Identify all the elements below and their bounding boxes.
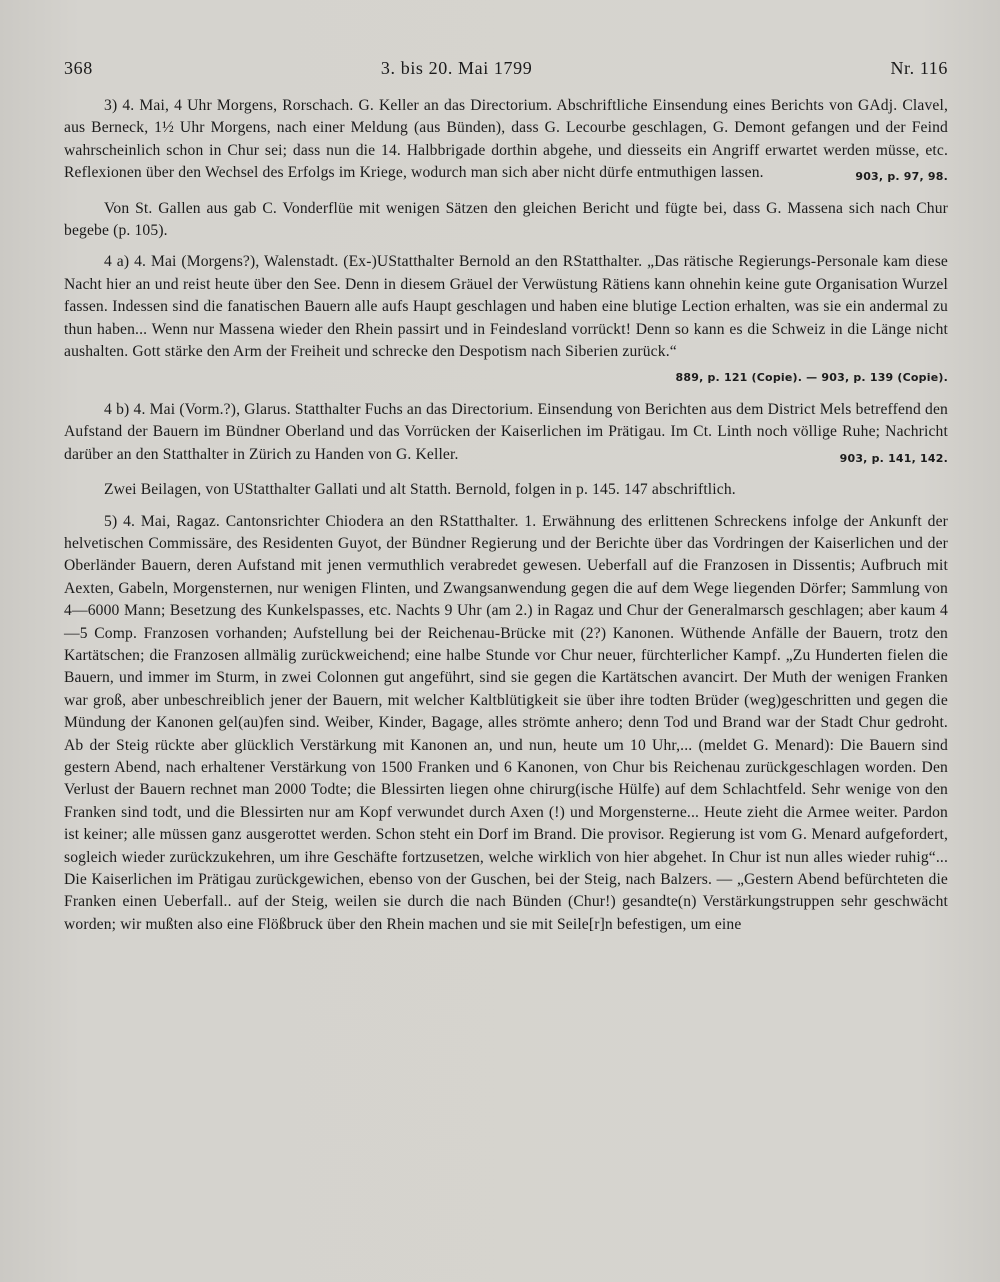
item-number: Nr. 116 <box>890 58 948 78</box>
archive-reference: 903, p. 97, 98. <box>855 170 948 184</box>
note-st-gallen <box>64 198 948 243</box>
archive-reference: 903, p. 141, 142. <box>839 451 948 465</box>
page-number: 368 <box>64 58 93 78</box>
entry-text: 4 a) 4. Mai (Morgens?), Walenstadt. (Ex-)UStatthalter Bernold an den RStatthalter. „Das rätische Regierungs-Personale kam diese Nacht hier an und reist heute über den See. Denn in diesem Gräuel der Verwüstung Rätiens kann ohnehin keine gute Organisation Wurzel fassen. Indessen sind die fanatischen Bauern alle aufs Haupt geschlagen und haben eine blutige Lection erhalten, was sie ein andermal zu thun haben... Wenn nur Massena wieder den Rhein passirt und in Feindesland vorrückt! Denn so kann es die Schweiz in die Länge nicht aushalten. Gott stärke den Arm der Freiheit und schrecke den Despotism nach Siberien zurück.“ <box>64 253 948 361</box>
entry-text: 3) 4. Mai, 4 Uhr Morgens, Rorschach. G. Keller an das Directorium. Abschriftliche Einsendung eines Berichts von GAdj. Clavel, aus Berneck, 1½ Uhr Morgens, nach einer Meldung (aus Bünden), dass G. Lecourbe geschlagen, G. Demont gefangen und der Feind wahrscheinlich schon in Chur sei; dass nun die 14. Halbbrigade dorthin abgehe, und diesseits ein Angriff erwartet werden müsse, etc. Reflexionen über den Wechsel des Erfolgs im Kriege, wodurch man sich aber nicht dürfe entmuthigen lassen. <box>64 97 948 182</box>
entry-text: Von St. Gallen aus gab C. Vonderflüe mit wenigen Sätzen den gleichen Bericht und fügte bei, dass G. Massena sich nach Chur begebe (p. 105). <box>64 199 948 240</box>
entry-text: 5) 4. Mai, Ragaz. Cantonsrichter Chiodera an den RStatthalter. 1. Erwähnung des erlittenen Schreckens infolge der Ankunft der helvetischen Commissäre, des Residenten Guyot, der Bündner Regierung und der Berichte über das Vordringen der Kaiserlichen und der Oberländer Bauern, deren Aufstand mit jenen vermuthlich verabredet gewesen. Ueberfall auf die Franzosen in Dissentis; Aufbruch mit Aexten, Gabeln, Morgensternen, nur wenigen Flinten, und Zwangsanwendung gegen die auf dem Wege liegenden Dörfer; Sammlung von 4—6000 Mann; Besetzung des Kunkelspasses, etc. Nachts 9 Uhr (am 2.) in Ragaz und Chur der Generalmarsch geschlagen; aber kaum 4—5 Comp. Franzosen vorhanden; Aufstellung bei der Reichenau-Brücke mit (2?) Kanonen. Wüthende Anfälle der Bauern, trotz den Kartätschen; die Franzosen allmälig zurückweichend; eine halbe Stunde vor Chur neuer, fürchterlicher Kampf. „Zu Hunderten fielen die Bauern, und immer im Sturm, in zwei Colonnen gut angeführt, sind sie gegen die Kartätschen avancirt. Der Muth der wenigen Franken war groß, aber unbeschreiblich jener der Bauern, mit welcher Kaltblütigkeit sie über ihre todten Brüder (weg)geschritten und gegen die Mündung der Kanonen gel(au)fen sind. Weiber, Kinder, Bagage, alles strömte anhero; denn Tod und Brand war der Stadt Chur gedroht. Ab der Steig rückte aber glücklich Verstärkung mit Kanonen an, und nun, heute um 10 Uhr,... (meldet G. Menard): Die Bauern sind gestern Abend, nach erhaltener Verstärkung von 1500 Franken und 6 Kanonen, von Chur bis Reichenau zurückgeschlagen worden. Den Verlust der Bauern rechnet man 2000 Todte; die Blessirten liegen ohne chirurg(ische Hülfe) auf dem Schlachtfeld. Sehr wenige von den Franken sind todt, und die Blessirten nur am Kopf verwundet durch Axen (!) und Morgensterne... Heute zieht die Armee weiter. Pardon ist keiner; alle müssen ganz ausgerottet werden. Schon steht ein Dorf im Brand. Die provisor. Regierung ist vom G. Menard aufgefordert, sogleich wieder zurückzukehren, um ihre Geschäfte fortzusetzen, welche wirklich von hier abgehet. In Chur ist nun alles wieder ruhig“... Die Kaiserlichen im Prätigau zurückgewichen, ebenso von der Guschen, bei der Steig, nach Balzers. — „Gestern Abend befürchteten die Franken einen Ueberfall.. auf der Steig, weilen sie durch die nach Bünden (Chur!) gesandte(n) Verstärkungstruppen sehr geschwächt worden; wir mußten also eine Flößbruck über den Rhein machen und sie mit Seile[r]n befestigen, um eine <box>64 512 948 933</box>
entry-text: 4 b) 4. Mai (Vorm.?), Glarus. Statthalter Fuchs an das Directorium. Einsendung von Berichten aus dem District Mels betreffend den Aufstand der Bauern im Bündner Oberland und das Vorrücken der Kaiserlichen im Prätigau. Im Ct. Linth noch völlige Ruhe; Nachricht darüber an den Statthalter in Zürich zu Handen von G. Keller. <box>64 400 948 463</box>
running-header <box>64 58 948 79</box>
entry-text: Zwei Beilagen, von UStatthalter Gallati und alt Statth. Bernold, folgen in p. 145. 147 abschriftlich. <box>104 481 736 499</box>
note-beilagen <box>64 479 948 501</box>
entry-4b <box>64 399 948 470</box>
entry-5 <box>64 511 948 937</box>
date-range-heading: 3. bis 20. Mai 1799 <box>380 58 533 78</box>
entry-3 <box>64 95 948 189</box>
archive-reference: 889, p. 121 (Copie). — 903, p. 139 (Copie). <box>675 371 948 385</box>
entry-4a <box>64 251 948 389</box>
